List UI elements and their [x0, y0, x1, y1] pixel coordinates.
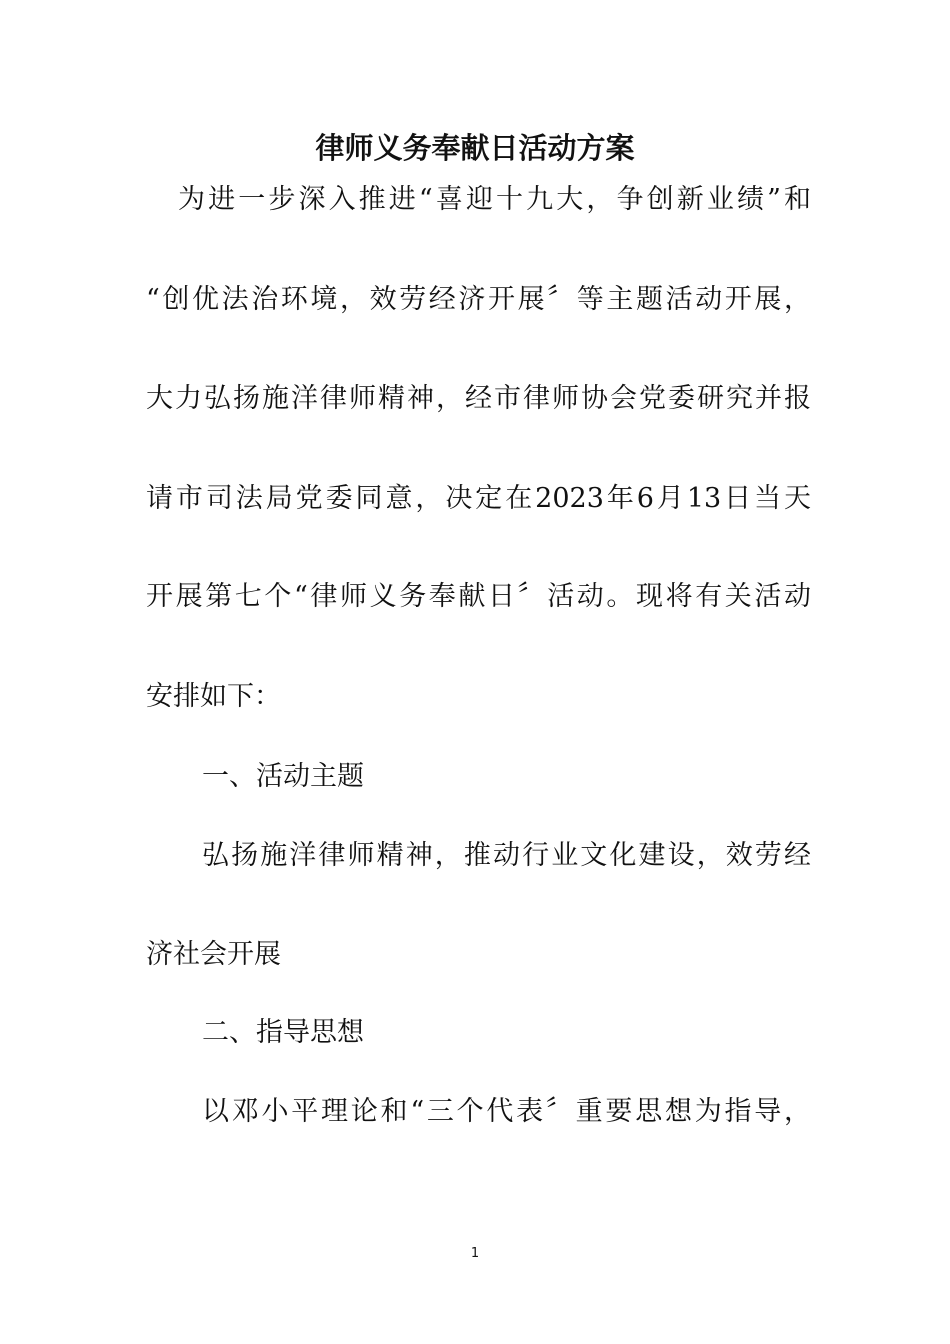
paragraph-line: 以邓小平理论和“三个代表〞重要思想为指导，	[202, 1096, 811, 1127]
paragraph-line: 为进一步深入推进“喜迎十九大，争创新业绩”和	[178, 184, 811, 215]
paragraph-line: 弘扬施洋律师精神，推动行业文化建设，效劳经	[202, 840, 811, 871]
paragraph-line: 请市司法局党委同意，决定在2023年6月13日当天	[146, 483, 811, 514]
page-number: 1	[470, 1246, 480, 1261]
paragraph-line: 开展第七个“律师义务奉献日〞活动。现将有关活动	[146, 581, 811, 612]
paragraph-line: 安排如下：	[146, 681, 281, 712]
section-heading-theme: 一、活动主题	[202, 761, 364, 792]
section-heading-guiding-thought: 二、指导思想	[202, 1017, 364, 1048]
paragraph-line: 大力弘扬施洋律师精神，经市律师协会党委研究并报	[146, 383, 811, 414]
document-title: 律师义务奉献日活动方案	[315, 131, 635, 165]
paragraph-line: 济社会开展	[146, 939, 281, 970]
paragraph-line: “创优法治环境，效劳经济开展〞等主题活动开展，	[146, 284, 811, 315]
